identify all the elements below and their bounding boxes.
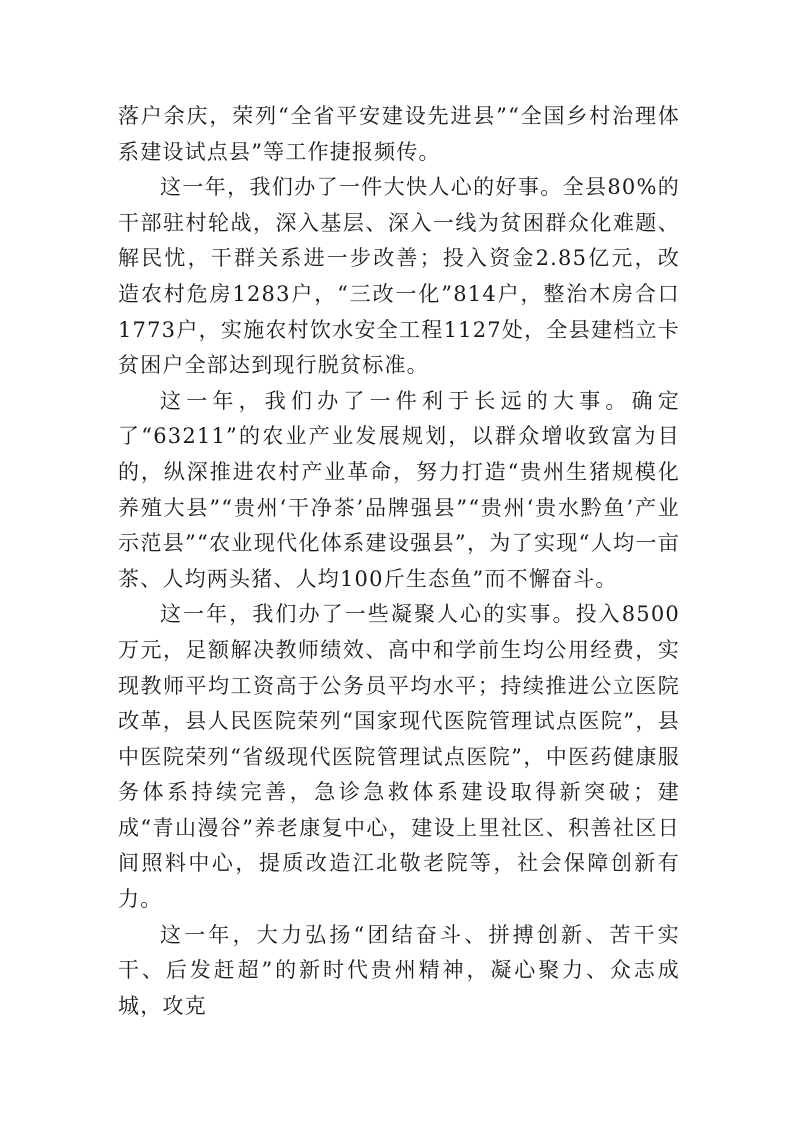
paragraph-practical: 这一年，我们办了一些凝聚人心的实事。投入8500万元，足额解决教师绩效、高中和学前生均公用经费，实现教师平均工资高于公务员平均水平；持续推进公立医院改革，县人民医院荣列“国家现代医院管理试点医院”，县中医院荣列“省级现代医院管理试点医院”，中医药健康服务体系持续完善，急诊急救体系建设取得新突破；建成“青山漫谷”养老康复中心，建设上里社区、积善社区日间照料中心，提质改造江北敬老院等，社会保障创新有力。 [118,602,680,912]
paragraph-continuation: 落户余庆，荣列“全省平安建设先进县”“全国乡村治理体系建设试点县”等工作捷报频传。 [118,104,680,164]
paragraph-long-term: 这一年，我们办了一件利于长远的大事。确定了“63211”的农业产业发展规划，以群众增收致富为目的，纵深推进农村产业革命，努力打造“贵州生猪规模化养殖大县”“贵州‘干净茶’品牌强县”“贵州‘贵水黔鱼’产业示范县”“农业现代化体系建设强县”，为了实现“人均一亩茶、人均两头猪、人均100斤生态鱼”而不懈奋斗。 [118,388,680,591]
paragraph-good-deed: 这一年，我们办了一件大快人心的好事。全县80%的干部驻村轮战，深入基层、深入一线为贫困群众化难题、解民忧，干群关系进一步改善；投入资金2.85亿元，改造农村危房1283户，“三改一化”814户，整治木房合口1773户，实施农村饮水安全工程1127处，全县建档立卡贫困户全部达到现行脱贫标准。 [118,175,680,378]
document-body [118,99,680,1024]
paragraph-spirit: 这一年，大力弘扬“团结奋斗、拼搏创新、苦干实干、后发赶超”的新时代贵州精神，凝心聚力、众志成城，攻克 [118,922,680,1018]
